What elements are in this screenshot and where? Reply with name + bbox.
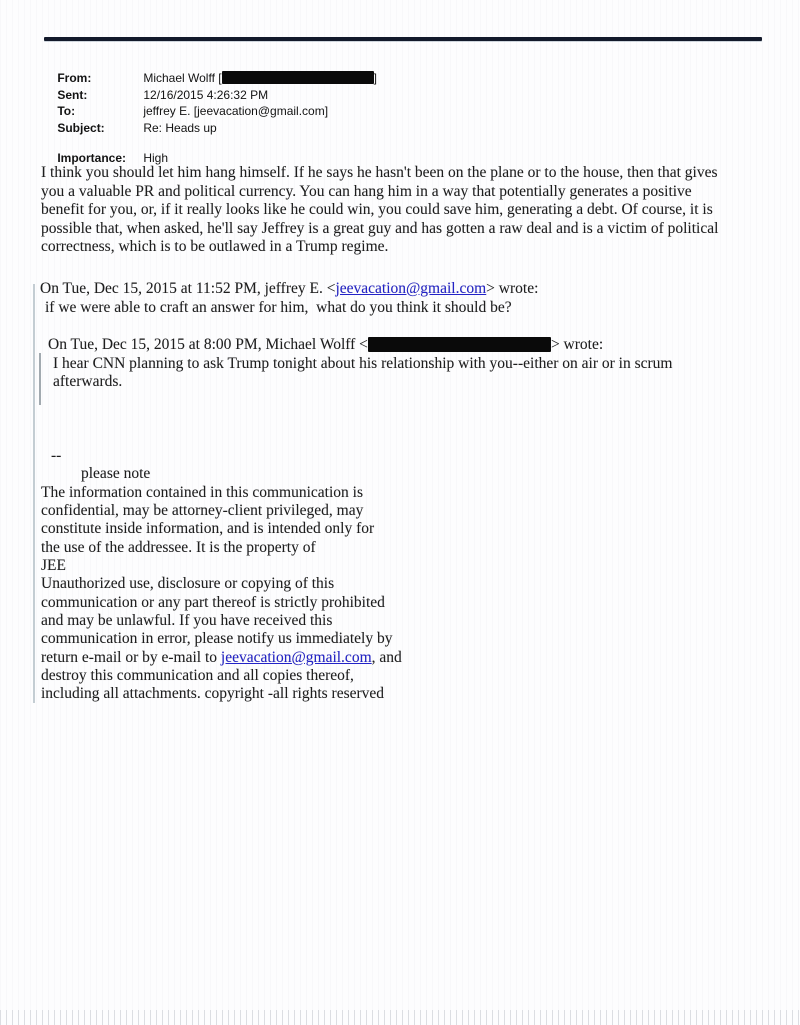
redaction-bar-wolff-address bbox=[368, 337, 551, 352]
quote1-attribution-prefix: On Tue, Dec 15, 2015 at 11:52 PM, jeffrey E. < bbox=[40, 280, 336, 297]
disclaimer-line: the use of the addressee. It is the property of bbox=[41, 538, 316, 556]
header-label-to: To: bbox=[57, 104, 76, 118]
quote1-body-line: if we were able to craft an answer for him, what do you think it should be? bbox=[45, 298, 512, 316]
email-body-paragraph bbox=[41, 164, 718, 257]
quoted-message-2 bbox=[48, 336, 673, 392]
header-value-subject: Re: Heads up bbox=[143, 121, 217, 135]
body-line: possible that, when asked, he'll say Jeffrey is a great guy and has gotten a raw deal and is a victim of political bbox=[41, 219, 719, 237]
signature-separator: -- bbox=[51, 447, 62, 464]
quote-level1-border bbox=[33, 284, 35, 703]
signature-block bbox=[41, 447, 402, 704]
disclaimer-line: destroy this communication and all copies thereof, bbox=[41, 667, 354, 685]
body-line: I think you should let him hang himself. If he says he hasn't been on the plane or to the house, then that gives bbox=[41, 164, 718, 181]
disclaimer-line: communication or any part thereof is strictly prohibited bbox=[41, 593, 385, 611]
header-label-from: From: bbox=[57, 71, 92, 85]
scan-artifact-strip bbox=[0, 1010, 800, 1025]
disclaimer-line: Unauthorized use, disclosure or copying of this bbox=[41, 575, 335, 593]
quoted-message-1 bbox=[40, 280, 538, 317]
header-value-sent: 12/16/2015 4:26:32 PM bbox=[143, 88, 269, 102]
disclaimer-line: communication in error, please notify us immediately by bbox=[41, 630, 393, 648]
disclaimer-line: constitute inside information, and is intended only for bbox=[41, 520, 375, 538]
quoted-email-link[interactable]: jeevacation@gmail.com bbox=[335, 280, 487, 297]
header-divider-rule bbox=[44, 37, 762, 41]
disclaimer-link-line bbox=[41, 649, 402, 667]
body-line: benefit for you, or, if it really looks like he could win, you could save him, generating a debt. Of course, it is bbox=[41, 201, 713, 219]
header-label-subject: Subject: bbox=[57, 121, 105, 135]
body-line: correctness, which is to be outlawed in a Trump regime. bbox=[41, 238, 389, 256]
disclaimer-line: and may be unlawful. If you have received this bbox=[41, 612, 333, 630]
quote2-attribution-suffix: > wrote: bbox=[550, 336, 604, 353]
header-label-importance: Importance: bbox=[57, 151, 127, 165]
disclaimer-link-suffix: , and bbox=[371, 648, 402, 666]
quote2-body-line: afterwards. bbox=[53, 373, 123, 391]
quote2-body-line: I hear CNN planning to ask Trump tonight about his relationship with you--either on air or in scrum bbox=[53, 354, 673, 372]
quote-level2-border bbox=[39, 353, 41, 405]
disclaimer-line: The information contained in this communication is bbox=[41, 483, 363, 501]
quote1-attribution bbox=[40, 280, 538, 299]
signature-note: please note bbox=[81, 465, 151, 483]
disclaimer-link-prefix: return e-mail or by e-mail to bbox=[41, 648, 221, 666]
header-value-importance: High bbox=[143, 151, 169, 165]
quote1-attribution-suffix: > wrote: bbox=[486, 280, 539, 297]
disclaimer-line: including all attachments. copyright -all rights reserved bbox=[41, 685, 385, 703]
header-value-to: jeffrey E. [jeevacation@gmail.com] bbox=[143, 104, 329, 118]
disclaimer-line: confidential, may be attorney-client privileged, may bbox=[41, 502, 364, 520]
disclaimer-line: JEE bbox=[41, 557, 66, 575]
quote2-attribution-prefix: On Tue, Dec 15, 2015 at 8:00 PM, Michael Wolff < bbox=[48, 336, 368, 353]
header-label-sent: Sent: bbox=[57, 88, 88, 102]
quote2-attribution bbox=[48, 336, 673, 355]
header-value-from-prefix: Michael Wolff [ bbox=[143, 71, 222, 85]
disclaimer-email-link[interactable]: jeevacation@gmail.com bbox=[220, 648, 372, 666]
body-line: you a valuable PR and political currency. You can hang him in a way that potentially generates a positive bbox=[41, 182, 692, 200]
header-value-from-suffix: ] bbox=[373, 71, 377, 85]
